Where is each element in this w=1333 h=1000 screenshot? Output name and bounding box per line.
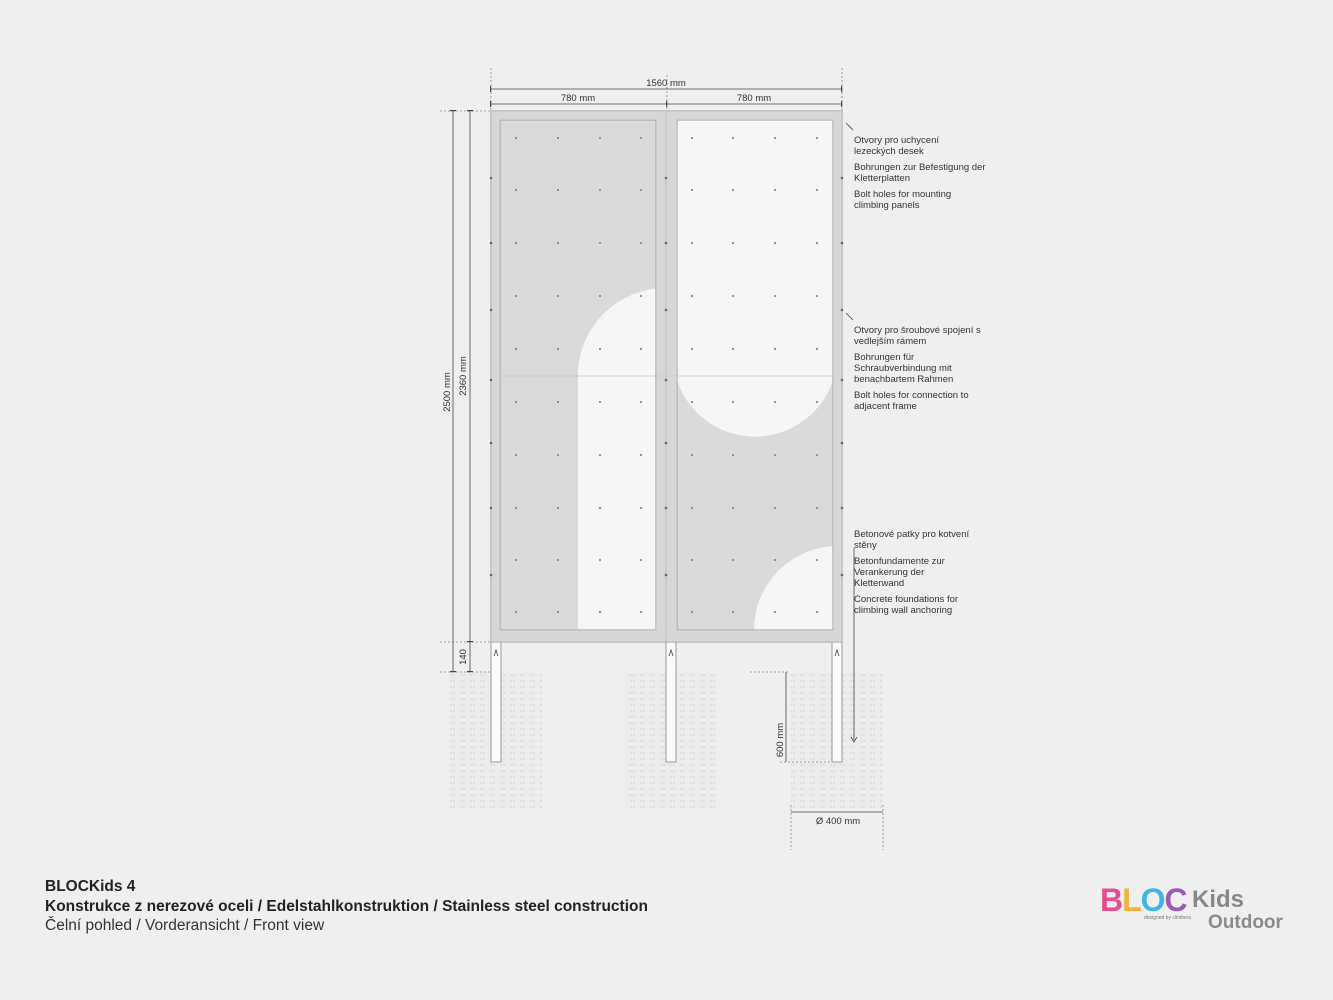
frame-bolt-hole bbox=[841, 442, 844, 445]
note-frame-holes bbox=[854, 325, 994, 417]
frame-bolt-hole bbox=[841, 379, 844, 382]
panel-bolt-hole bbox=[732, 401, 734, 403]
panel-bolt-hole bbox=[640, 295, 642, 297]
panel-bolt-hole bbox=[515, 348, 517, 350]
panel-bolt-hole bbox=[774, 295, 776, 297]
panel-bolt-hole bbox=[557, 242, 559, 244]
panel-bolt-hole bbox=[816, 242, 818, 244]
logo-tagline: designed by climbers bbox=[1144, 915, 1191, 921]
frame-bolt-hole bbox=[841, 242, 844, 245]
posts bbox=[491, 642, 842, 762]
blockids-outdoor-logo bbox=[1100, 882, 1300, 934]
note-panel-holes-cz: Otvory pro uchycení lezeckých desek bbox=[854, 135, 940, 157]
panel-bolt-hole bbox=[640, 559, 642, 561]
panel-bolt-hole bbox=[732, 611, 734, 613]
frame-bolt-hole bbox=[841, 177, 844, 180]
title-block bbox=[45, 877, 648, 936]
panel-bolt-hole bbox=[732, 559, 734, 561]
dim-panel-left-width: 780 mm bbox=[560, 93, 596, 104]
panel-bolt-hole bbox=[774, 242, 776, 244]
panel-bolt-hole bbox=[816, 611, 818, 613]
panel-bolt-hole bbox=[599, 137, 601, 139]
frame-bolt-hole bbox=[665, 379, 668, 382]
frame-bolt-hole bbox=[665, 309, 668, 312]
note-frame-holes-cz: Otvory pro šroubové spojení s vedlejším rámem bbox=[854, 325, 981, 347]
frame-bolt-hole bbox=[665, 507, 668, 510]
note-foundations bbox=[854, 529, 990, 621]
panel-bolt-hole bbox=[774, 454, 776, 456]
panel-bolt-hole bbox=[599, 454, 601, 456]
dim-total-height: 2500 mm bbox=[442, 372, 453, 412]
panel-bolt-hole bbox=[732, 137, 734, 139]
panel-bolt-hole bbox=[640, 507, 642, 509]
panel-bolt-hole bbox=[640, 137, 642, 139]
panel-bolt-hole bbox=[640, 348, 642, 350]
panel-bolt-hole bbox=[816, 454, 818, 456]
panel-bolt-hole bbox=[816, 137, 818, 139]
note-foundations-en: Concrete foundations for climbing wall anchoring bbox=[854, 594, 959, 616]
panel-bolt-hole bbox=[557, 454, 559, 456]
panel-bolt-hole bbox=[557, 189, 559, 191]
panel-bolt-hole bbox=[515, 137, 517, 139]
panel-bolt-hole bbox=[515, 507, 517, 509]
panel-bolt-hole bbox=[599, 559, 601, 561]
note-foundations-de: Betonfundamente zur Verankerung der Kletterwand bbox=[854, 556, 945, 589]
logo-letter-l: L bbox=[1122, 882, 1141, 918]
logo-letter-o: O bbox=[1140, 882, 1165, 918]
note-frame-holes-de: Bohrungen für Schraubverbindung mit benachbartem Rahmen bbox=[854, 352, 954, 385]
construction-description: Konstrukce z nerezové oceli / Edelstahlkonstruktion / Stainless steel construction bbox=[45, 897, 648, 915]
panel-bolt-hole bbox=[816, 401, 818, 403]
panel-bolt-hole bbox=[816, 559, 818, 561]
panel-bolt-hole bbox=[774, 507, 776, 509]
panel-left bbox=[500, 120, 666, 630]
panel-bolt-hole bbox=[599, 189, 601, 191]
panel-bolt-hole bbox=[599, 348, 601, 350]
note-frame-holes-en: Bolt holes for connection to adjacent frame bbox=[854, 390, 969, 412]
panel-bolt-hole bbox=[691, 137, 693, 139]
dim-foundation-diameter: Ø 400 mm bbox=[815, 816, 861, 827]
dim-panel-right-width: 780 mm bbox=[736, 93, 772, 104]
panel-bolt-hole bbox=[774, 559, 776, 561]
panel-bolt-hole bbox=[732, 295, 734, 297]
panel-bolt-hole bbox=[640, 189, 642, 191]
panel-bolt-hole bbox=[515, 559, 517, 561]
panel-bolt-hole bbox=[691, 348, 693, 350]
panel-bolt-hole bbox=[774, 348, 776, 350]
panel-bolt-hole bbox=[774, 401, 776, 403]
panel-bolt-hole bbox=[732, 348, 734, 350]
panel-bolt-hole bbox=[557, 611, 559, 613]
note-panel-holes bbox=[854, 135, 994, 216]
frame-bolt-hole bbox=[665, 177, 668, 180]
panel-bolt-hole bbox=[557, 559, 559, 561]
panel-bolt-hole bbox=[599, 242, 601, 244]
logo-outdoor: Outdoor bbox=[1208, 912, 1283, 933]
note-panel-holes-en: Bolt holes for mounting climbing panels bbox=[854, 189, 952, 211]
panel-bolt-hole bbox=[732, 189, 734, 191]
panel-bolt-hole bbox=[816, 189, 818, 191]
panel-bolt-hole bbox=[691, 559, 693, 561]
product-name: BLOCKids 4 bbox=[45, 878, 136, 895]
frame-bolt-hole bbox=[490, 379, 493, 382]
frame-bolt-hole bbox=[841, 507, 844, 510]
logo-letter-b: B bbox=[1100, 882, 1123, 918]
frame-bolt-hole bbox=[665, 242, 668, 245]
dim-foundation-depth: 600 mm bbox=[775, 722, 786, 758]
frame-bolt-hole bbox=[490, 507, 493, 510]
frame-bolt-hole bbox=[490, 177, 493, 180]
panel-bolt-hole bbox=[691, 507, 693, 509]
frame-bolt-hole bbox=[490, 574, 493, 577]
frame-bolt-hole bbox=[490, 442, 493, 445]
panel-bolt-hole bbox=[691, 611, 693, 613]
dim-clearance: 140 bbox=[458, 649, 469, 665]
panel-bolt-hole bbox=[732, 454, 734, 456]
view-description: Čelní pohled / Vorderansicht / Front view bbox=[45, 917, 325, 934]
panel-bolt-hole bbox=[515, 401, 517, 403]
panel-bolt-hole bbox=[640, 242, 642, 244]
logo-kids: Kids bbox=[1192, 886, 1245, 913]
frame-bolt-hole bbox=[490, 242, 493, 245]
panel-bolt-hole bbox=[599, 611, 601, 613]
panel-bolt-hole bbox=[515, 242, 517, 244]
panel-bolt-hole bbox=[599, 295, 601, 297]
panel-bolt-hole bbox=[732, 242, 734, 244]
frame-bolt-hole bbox=[665, 442, 668, 445]
logo-wordmark bbox=[1100, 882, 1187, 919]
panel-bolt-hole bbox=[515, 454, 517, 456]
panel-bolt-hole bbox=[557, 137, 559, 139]
frame-bolt-hole bbox=[665, 574, 668, 577]
frame-bolt-hole bbox=[490, 309, 493, 312]
panel-bolt-hole bbox=[691, 295, 693, 297]
dim-total-width: 1560 mm bbox=[646, 78, 686, 89]
panel-bolt-hole bbox=[515, 189, 517, 191]
panel-bolt-hole bbox=[557, 507, 559, 509]
panel-bolt-hole bbox=[557, 348, 559, 350]
panel-bolt-hole bbox=[816, 295, 818, 297]
panel-bolt-hole bbox=[816, 507, 818, 509]
panel-bolt-hole bbox=[599, 507, 601, 509]
note-foundations-cz: Betonové patky pro kotvení stěny bbox=[854, 529, 970, 551]
panel-bolt-hole bbox=[640, 401, 642, 403]
panel-bolt-hole bbox=[774, 137, 776, 139]
panel-bolt-hole bbox=[691, 454, 693, 456]
dim-panel-height: 2360 mm bbox=[458, 356, 469, 396]
panel-bolt-hole bbox=[515, 295, 517, 297]
panel-bolt-hole bbox=[732, 507, 734, 509]
panel-bolt-hole bbox=[640, 454, 642, 456]
frame-bolt-hole bbox=[841, 309, 844, 312]
panel-bolt-hole bbox=[816, 348, 818, 350]
panel-bolt-hole bbox=[515, 611, 517, 613]
panel-bolt-hole bbox=[557, 295, 559, 297]
panel-bolt-hole bbox=[774, 611, 776, 613]
panel-bolt-hole bbox=[691, 189, 693, 191]
panel-bolt-hole bbox=[691, 242, 693, 244]
panel-bolt-hole bbox=[691, 401, 693, 403]
panel-bolt-hole bbox=[599, 401, 601, 403]
panel-bolt-hole bbox=[557, 401, 559, 403]
panel-bolt-hole bbox=[640, 611, 642, 613]
note-panel-holes-de: Bohrungen zur Befestigung der Kletterplatten bbox=[854, 162, 986, 184]
logo-letter-c: C bbox=[1164, 882, 1187, 918]
panel-bolt-hole bbox=[774, 189, 776, 191]
frame-bolt-hole bbox=[841, 574, 844, 577]
